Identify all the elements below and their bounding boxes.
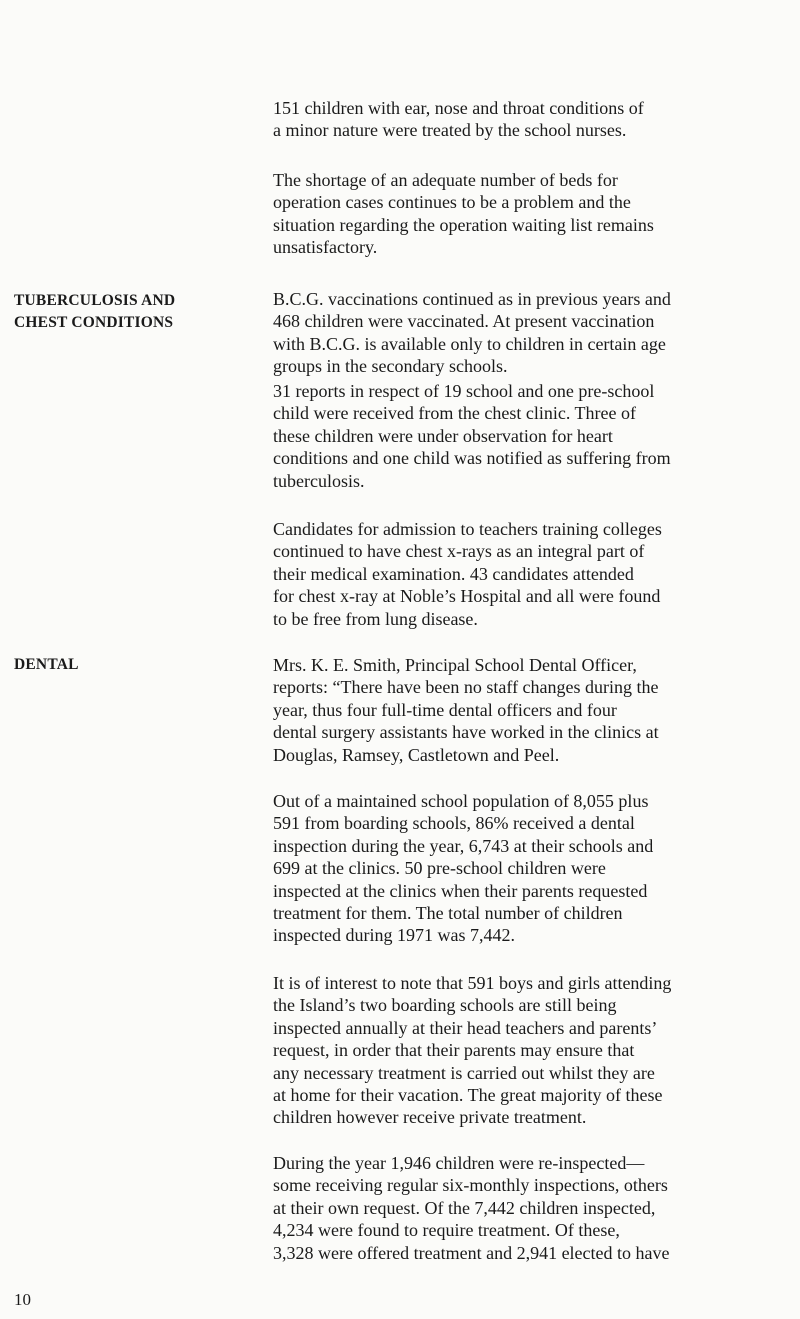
text-line: situation regarding the operation waiting list remains (273, 214, 654, 235)
paragraph-teacher-candidates-xray (273, 518, 781, 630)
text-line: Mrs. K. E. Smith, Principal School Dental Officer, (273, 655, 637, 675)
text-line: 31 reports in respect of 19 school and one pre-school (273, 381, 655, 401)
text-line: request, in order that their parents may ensure that (273, 1040, 635, 1061)
text-line: groups in the secondary schools. (273, 356, 508, 377)
text-line: inspected annually at their head teachers and parents’ (273, 1017, 658, 1038)
text-line: their medical examination. 43 candidates attended (273, 563, 634, 584)
text-line: for chest x-ray at Noble’s Hospital and all were found (273, 586, 661, 607)
text-line: these children were under observation for heart (273, 425, 613, 446)
text-line: the Island’s two boarding schools are still being (273, 995, 617, 1016)
text-line: inspected during 1971 was 7,442. (273, 925, 515, 946)
text-line: 3,328 were offered treatment and 2,941 elected to have (273, 1242, 670, 1263)
text-line: inspection during the year, 6,743 at their schools and (273, 835, 654, 856)
text-line: Candidates for admission to teachers training colleges (273, 519, 662, 539)
heading-line: CHEST CONDITIONS (14, 314, 174, 331)
paragraph-dental-officer-report (273, 654, 781, 766)
text-line: unsatisfactory. (273, 237, 378, 258)
text-line: with B.C.G. is available only to children in certain age (273, 333, 666, 354)
heading-line: DENTAL (14, 656, 79, 673)
text-line: treatment for them. The total number of children (273, 903, 623, 924)
text-line: 468 children were vaccinated. At present vaccination (273, 311, 655, 332)
text-line: any necessary treatment is carried out whilst they are (273, 1062, 655, 1083)
heading-line: TUBERCULOSIS AND (14, 292, 176, 309)
text-line: reports: “There have been no staff changes during the (273, 677, 659, 698)
text-line: child were received from the chest clinic. Three of (273, 403, 636, 424)
text-line: a minor nature were treated by the school nurses. (273, 120, 627, 141)
text-line: to be free from lung disease. (273, 608, 478, 629)
text-line: conditions and one child was notified as suffering from (273, 448, 671, 469)
text-line: 699 at the clinics. 50 pre-school children were (273, 858, 606, 879)
text-line: at home for their vacation. The great majority of these (273, 1085, 663, 1106)
text-line: tuberculosis. (273, 470, 365, 491)
text-line: B.C.G. vaccinations continued as in previous years and (273, 289, 671, 309)
paragraph-school-population-inspection (273, 790, 781, 947)
paragraph-reinspections (273, 1152, 781, 1264)
heading-tuberculosis-chest-conditions (14, 290, 254, 334)
text-line: children however receive private treatment. (273, 1107, 587, 1128)
paragraph-boarding-schools (273, 972, 781, 1129)
text-line: operation cases continues to be a problem and the (273, 192, 631, 213)
text-line: 591 from boarding schools, 86% received a dental (273, 813, 635, 834)
page-number: 10 (14, 1290, 31, 1309)
text-line: Douglas, Ramsey, Castletown and Peel. (273, 744, 560, 765)
text-line: some receiving regular six-monthly inspections, others (273, 1175, 668, 1196)
text-line: at their own request. Of the 7,442 children inspected, (273, 1197, 656, 1218)
text-line: 151 children with ear, nose and throat conditions of (273, 98, 644, 118)
paragraph-ent-conditions (273, 97, 781, 142)
text-line: Out of a maintained school population of 8,055 plus (273, 791, 649, 811)
paragraph-bed-shortage (273, 169, 781, 259)
text-line: During the year 1,946 children were re-inspected— (273, 1153, 645, 1173)
heading-dental (14, 654, 254, 676)
text-line: 4,234 were found to require treatment. Of these, (273, 1220, 620, 1241)
text-line: year, thus four full-time dental officers and four (273, 699, 617, 720)
text-line: The shortage of an adequate number of beds for (273, 170, 618, 190)
paragraph-chest-clinic-reports (273, 380, 781, 492)
text-line: continued to have chest x-rays as an integral part of (273, 541, 645, 562)
paragraph-bcg-vaccinations (273, 288, 781, 378)
text-line: inspected at the clinics when their parents requested (273, 880, 648, 901)
text-line: It is of interest to note that 591 boys and girls attending (273, 973, 672, 993)
text-line: dental surgery assistants have worked in the clinics at (273, 722, 659, 743)
